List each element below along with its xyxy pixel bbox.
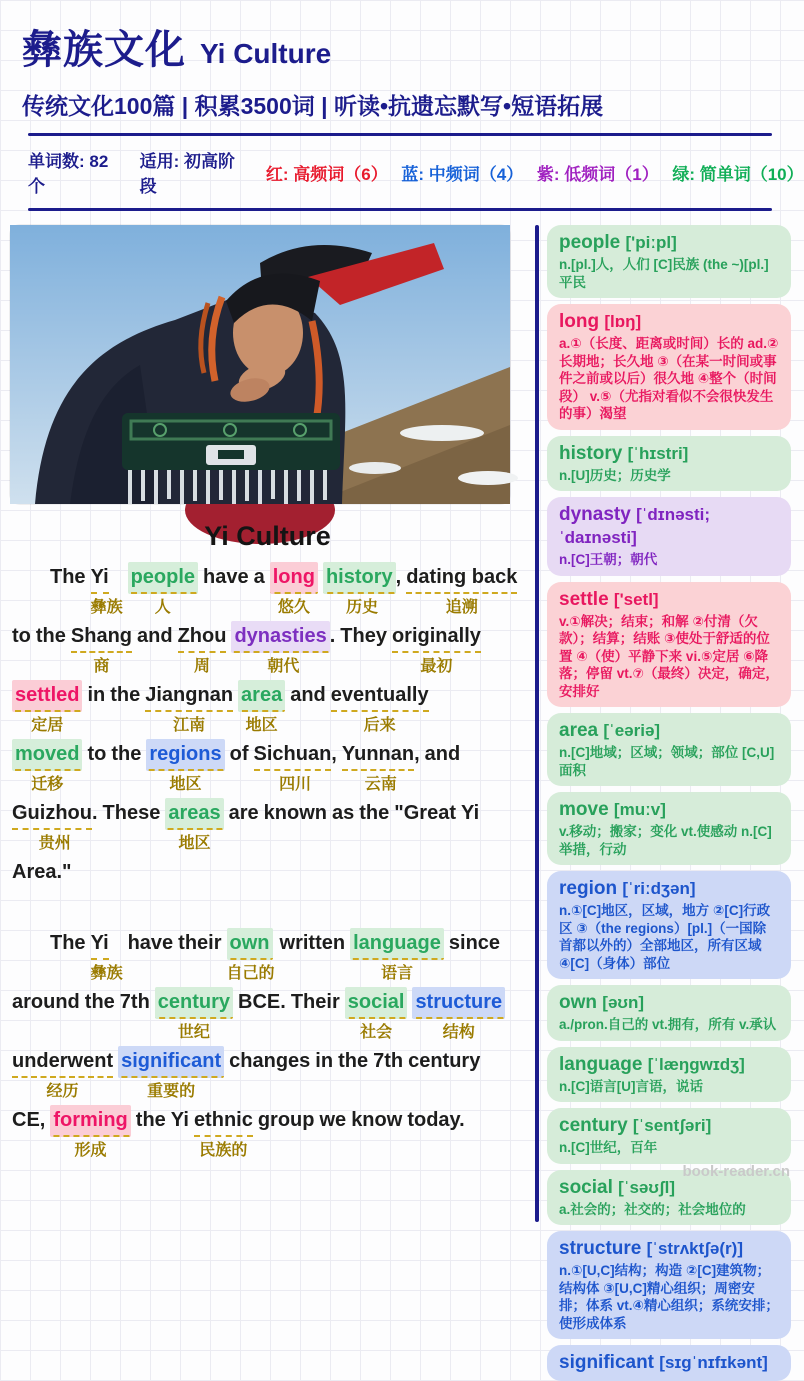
text-line (12, 1105, 523, 1164)
word: 7th (120, 987, 150, 1044)
chinese-annotation: 追溯 (445, 599, 478, 616)
annotated-word: people 人 (128, 562, 198, 621)
annotated-word: Jiangnan 江南 (145, 680, 233, 739)
word: of (230, 739, 249, 796)
chinese-annotation: 重要的 (147, 1083, 196, 1100)
vocab-card-settle (547, 582, 791, 708)
vocab-definition: n.①[C]地区，区域，地方 ②[C]行政区 ③（the regions）[pl.]（一国除首都以外的）全部地区，所有区域 ④[C]（身体）部位 (559, 903, 771, 971)
chinese-annotation (238, 1017, 286, 1044)
chinese-annotation (50, 958, 86, 985)
vocab-word: area [ˈeəriə] (559, 720, 661, 741)
chinese-annotation (258, 1135, 315, 1162)
vocab-phonetic: [muːv] (613, 800, 666, 819)
vocab-phonetic: ['piːpl] (625, 233, 677, 252)
vocab-phonetic: [ˈsentʃəri] (632, 1116, 712, 1135)
text-line (12, 987, 523, 1046)
text-line (12, 1046, 523, 1105)
word: around (12, 987, 80, 1044)
annotated-word: Zhou 周 (178, 621, 227, 680)
annotated-word: own 自己的 (227, 928, 275, 987)
chinese-annotation (120, 1017, 150, 1044)
page-title-chinese: 彝族文化 (22, 28, 186, 72)
chinese-annotation: 周 (194, 658, 211, 675)
annotated-word: dating back 追溯 (406, 562, 517, 621)
annotated-word: ethnic 民族的 (194, 1105, 253, 1164)
vocab-word: dynasty [ˈdɪnəsti;ˈdaɪnəsti] (559, 504, 711, 547)
vocab-word: language [ˈlæŋgwɪdʒ] (559, 1053, 745, 1075)
word: They (340, 621, 387, 678)
chinese-annotation (407, 1135, 464, 1162)
annotated-word: social 社会 (345, 987, 408, 1046)
word: known (264, 798, 327, 855)
annotated-word: language 语言 (350, 928, 444, 987)
chinese-annotation (87, 710, 105, 737)
chinese-annotation (85, 1017, 115, 1044)
chinese-annotation: 四川 (279, 776, 312, 793)
word: know (351, 1105, 402, 1162)
word: the (359, 798, 389, 855)
word: the (36, 621, 66, 678)
word: changes (229, 1046, 310, 1103)
text-line (12, 621, 523, 680)
chinese-annotation: 贵州 (38, 835, 71, 852)
vocab-word: move [muːv] (559, 799, 666, 820)
word: Their (291, 987, 340, 1044)
vocab-word: structure [ˈstrʌktʃə(r)] (559, 1238, 743, 1259)
chinese-annotation (425, 769, 461, 796)
vocab-definition: a./pron.自己的 vt.拥有，所有 v.承认 (559, 1017, 777, 1032)
word: The (50, 562, 86, 619)
annotated-word: settled 定居 (12, 680, 82, 739)
chinese-annotation (338, 1076, 368, 1103)
annotated-word: dynasties . 朝代 (231, 621, 335, 680)
word: since (449, 928, 500, 985)
text-line (12, 798, 523, 857)
vocab-word: significant [sɪgˈnɪfɪkənt] (559, 1352, 768, 1373)
vocab-list (547, 225, 791, 1381)
chinese-annotation (229, 828, 259, 855)
vocab-card-long (547, 304, 791, 430)
chinese-annotation: 经历 (46, 1083, 79, 1100)
chinese-annotation (449, 958, 500, 985)
watermark: book-reader.cn (682, 1163, 790, 1180)
page-header (0, 0, 800, 121)
word: a (254, 562, 265, 619)
vocab-phonetic: ['setl] (613, 589, 659, 609)
vocab-sidebar (539, 225, 800, 1373)
vocab-word: own [əʊn] (559, 992, 645, 1013)
text-line (12, 562, 523, 621)
chinese-annotation (351, 1135, 402, 1162)
word: The (50, 928, 86, 985)
word: the (110, 680, 140, 737)
vocab-word: settle ['setl] (559, 588, 659, 610)
word: "Great (394, 798, 456, 855)
chinese-annotation (229, 1076, 310, 1103)
annotated-word: Sichuan, 四川 (254, 739, 337, 798)
chinese-annotation: 社会 (360, 1024, 393, 1041)
chinese-annotation: 自己的 (226, 965, 275, 982)
word: in (315, 1046, 333, 1103)
chinese-annotation (264, 828, 327, 855)
chinese-annotation (136, 1135, 166, 1162)
vocab-phonetic: [ˈsəʊʃl] (618, 1177, 675, 1197)
vocab-definition: v.移动；搬家；变化 vt.使感动 n.[C]举措，行动 (559, 824, 772, 857)
vocab-phonetic: [sɪgˈnɪfɪkənt] (659, 1353, 768, 1372)
word: to (87, 739, 106, 796)
chinese-annotation (103, 828, 161, 855)
word: the (111, 739, 141, 796)
chinese-annotation (291, 1017, 340, 1044)
vocab-card-move (547, 792, 791, 865)
chinese-annotation (110, 710, 140, 737)
vocab-word: history [ˈhɪstri] (559, 442, 689, 464)
vocab-card-history (547, 436, 791, 492)
vocab-phonetic: [ˈdɪnəsti;ˈdaɪnəsti] (559, 505, 711, 547)
chinese-annotation (408, 1076, 480, 1103)
chinese-annotation: 后来 (363, 717, 396, 734)
vocab-phonetic: [ˈhɪstri] (627, 443, 689, 463)
vocab-definition: n.[U]历史；历史学 (559, 467, 671, 483)
word: as (332, 798, 354, 855)
chinese-annotation: 朝代 (267, 658, 300, 675)
word: group (258, 1105, 315, 1162)
article-heading: Yi Culture (204, 521, 331, 551)
chinese-annotation (315, 1076, 333, 1103)
vocab-card-own (547, 985, 791, 1041)
annotated-word: areas 地区 (165, 798, 223, 857)
vocab-phonetic: [ˈriːdʒən] (622, 879, 696, 898)
text-line (12, 857, 523, 914)
chinese-annotation (12, 1017, 80, 1044)
chinese-annotation (340, 651, 387, 678)
annotated-word: area 地区 (238, 680, 285, 739)
chinese-annotation: 最初 (420, 658, 453, 675)
word: the (136, 1105, 166, 1162)
annotated-word: long 悠久 (270, 562, 318, 621)
annotated-word: Yunnan, 云南 (342, 739, 420, 798)
chinese-annotation: 地区 (245, 717, 278, 734)
chinese-annotation (290, 710, 326, 737)
word: have (128, 928, 174, 985)
page-subtitle: 传统文化100篇 | 积累3500词 | 听读•抗遗忘默写•短语拓展 (22, 93, 604, 119)
word: in (87, 680, 105, 737)
word: to (12, 621, 31, 678)
chinese-annotation (12, 887, 72, 914)
stat-item: 蓝: 中频词（4） (401, 164, 524, 184)
chinese-annotation: 彝族 (90, 965, 123, 982)
chinese-annotation: 迁移 (31, 776, 64, 793)
text-line (12, 928, 523, 987)
stat-item: 紫: 低频词（1） (536, 164, 659, 184)
content-columns (0, 225, 800, 1373)
word: have (203, 562, 249, 619)
photo-illustration (10, 225, 510, 504)
word: the (85, 987, 115, 1044)
vocab-card-language (547, 1047, 791, 1103)
annotated-word: originally 最初 (392, 621, 481, 680)
text-line (12, 739, 523, 798)
word: are (229, 798, 259, 855)
vocab-word: region [ˈriːdʒən] (559, 878, 696, 899)
vocab-card-structure (547, 1231, 791, 1339)
chinese-annotation: 民族的 (199, 1142, 248, 1159)
word: we (320, 1105, 347, 1162)
article (0, 552, 535, 1164)
annotated-word: century 世纪 (155, 987, 233, 1046)
chinese-annotation (230, 769, 249, 796)
chinese-annotation: 地区 (169, 776, 202, 793)
chinese-annotation (178, 958, 221, 985)
stat-item: 绿: 简单词（10） (672, 164, 804, 184)
word: century (408, 1046, 480, 1103)
chinese-annotation: 云南 (364, 776, 397, 793)
vocab-phonetic: [ˈeəriə] (603, 721, 661, 740)
vocab-definition: n.[pl.]人，人们 [C]民族 (the ~)[pl.]平民 (559, 257, 769, 290)
word: the (338, 1046, 368, 1103)
chinese-annotation (394, 828, 456, 855)
vocab-card-area (547, 713, 791, 786)
chinese-annotation (36, 651, 66, 678)
word: written (280, 928, 346, 985)
vocab-card-people (547, 225, 791, 298)
vocab-phonetic: [lɒŋ] (604, 312, 642, 331)
annotated-word: underwent 经历 (12, 1046, 113, 1105)
chinese-annotation (137, 651, 173, 678)
chinese-annotation: 商 (93, 658, 110, 675)
annotated-word: Yi 彝族 (91, 562, 123, 621)
chinese-annotation: 形成 (74, 1142, 107, 1159)
vocab-word: long [lɒŋ] (559, 311, 642, 332)
annotated-word: regions 地区 (146, 739, 224, 798)
chinese-annotation (320, 1135, 347, 1162)
vocab-definition: n.[C]世纪，百年 (559, 1140, 658, 1155)
vocab-definition: a.社会的；社交的；社会地位的 (559, 1201, 746, 1217)
chinese-annotation (254, 592, 265, 619)
chinese-annotation: 结构 (442, 1024, 475, 1041)
word: today. (407, 1105, 464, 1162)
vocab-definition: n.[C]地域；区域；领域；部位 [C,U]面积 (559, 745, 775, 778)
chinese-annotation (12, 651, 31, 678)
chinese-annotation (50, 592, 86, 619)
divider-under-stats (28, 208, 772, 211)
chinese-annotation: 世纪 (177, 1024, 210, 1041)
annotated-word: history , 历史 (323, 562, 401, 621)
chinese-annotation: 彝族 (90, 599, 123, 616)
chinese-annotation: 历史 (346, 599, 379, 616)
stat-item: 单词数: 82个 (28, 152, 109, 196)
chinese-annotation: 定居 (31, 717, 64, 734)
vocab-phonetic: [ˈlæŋgwɪdʒ] (647, 1054, 745, 1074)
vocab-definition: v.①解决；结束；和解 ②付清（欠款）；结算；结账 ③使处于舒适的位置 ④（使）平静下来 vi.⑤定居 ⑥降落；停留 vt.⑦（最终）决定，确定，安排好 (559, 613, 779, 699)
chinese-annotation: 地区 (178, 835, 211, 852)
vocab-definition: a.①（长度、距离或时间）长的 ad.②长期地；长久地 ③（在某一时间或事件之前或以后）很久地 ④整个（时间段） v.⑤（尤指对看似不会很快发生的事）渴望 (559, 336, 779, 421)
annotated-word: forming 形成 (50, 1105, 130, 1164)
stat-item: 适用: 初高阶段 (139, 152, 235, 196)
chinese-annotation (87, 769, 106, 796)
vocab-card-region (547, 871, 791, 979)
title-row (22, 18, 772, 75)
word: their (178, 928, 221, 985)
vocab-phonetic: [əʊn] (602, 993, 645, 1012)
chinese-annotation (12, 1135, 45, 1162)
annotated-word: Shang 商 (71, 621, 132, 680)
chinese-annotation (111, 769, 141, 796)
chinese-annotation: 江南 (173, 717, 206, 734)
text-line (12, 680, 523, 739)
page-title-english: Yi Culture (200, 38, 332, 69)
annotated-word: Guizhou. 贵州 (12, 798, 98, 857)
chinese-annotation (332, 828, 354, 855)
word: CE, (12, 1105, 45, 1162)
chinese-annotation (203, 592, 249, 619)
annotated-word: significant 重要的 (118, 1046, 224, 1105)
word: and (425, 739, 461, 796)
annotated-word: eventually 后来 (331, 680, 429, 739)
vocab-definition: n.[C]王朝；朝代 (559, 552, 658, 567)
word: 7th (373, 1046, 403, 1103)
vocab-word: century [ˈsentʃəri] (559, 1115, 712, 1136)
chinese-annotation (280, 958, 346, 985)
word: Area." (12, 857, 72, 914)
annotated-word: Yi 彝族 (91, 928, 123, 987)
word: and (137, 621, 173, 678)
vocab-card-significant (547, 1345, 791, 1381)
article-lines (12, 562, 523, 1164)
vocab-definition: n.①[U,C]结构；构造 ②[C]建筑物；结构体 ③[U,C]精心组织；周密安排；体系 vt.④精心组织；系统安排；使形成体系 (559, 1263, 779, 1331)
chinese-annotation: 悠久 (277, 599, 310, 616)
chinese-annotation (171, 1135, 189, 1162)
chinese-annotation: 人 (154, 599, 171, 616)
vocab-card-dynasty (547, 497, 791, 576)
chinese-annotation (128, 958, 174, 985)
word: Yi (171, 1105, 189, 1162)
stats-row (0, 136, 804, 197)
word: These (103, 798, 161, 855)
stat-item: 红: 高频词（6） (265, 164, 388, 184)
main-column (0, 225, 535, 1222)
word: Yi (461, 798, 479, 855)
vocab-card-century (547, 1108, 791, 1164)
annotated-word: moved 迁移 (12, 739, 82, 798)
vocab-phonetic: [ˈstrʌktʃə(r)] (646, 1239, 743, 1258)
vocab-word: people ['piːpl] (559, 232, 677, 253)
word: and (290, 680, 326, 737)
chinese-annotation: 语言 (380, 965, 413, 982)
yi-culture-photo (10, 225, 510, 504)
chinese-annotation (359, 828, 389, 855)
vocab-definition: n.[C]语言[U]言语，说话 (559, 1078, 703, 1094)
word: BCE. (238, 987, 286, 1044)
chinese-annotation (461, 828, 479, 855)
vocab-word: social [ˈsəʊʃl] (559, 1176, 675, 1198)
annotated-word: structure 结构 (412, 987, 505, 1046)
chinese-annotation (373, 1076, 403, 1103)
